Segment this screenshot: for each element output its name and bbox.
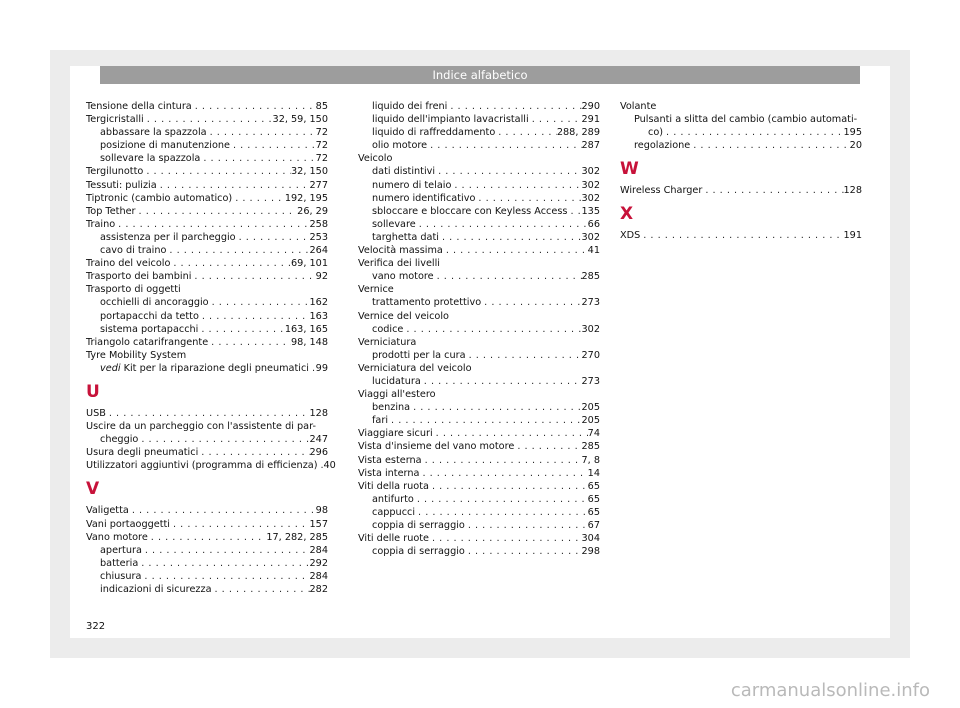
index-entry-label: Top Tether	[86, 205, 136, 217]
dot-leader	[200, 152, 315, 165]
index-entry-label: numero identificativo	[372, 192, 476, 204]
index-entry	[86, 231, 328, 244]
index-entry-label: liquido dei freni	[372, 101, 448, 112]
index-entry-label: assistenza per il parcheggio	[100, 231, 236, 243]
page-reference: 74	[587, 428, 600, 440]
index-letter-heading: X	[620, 204, 634, 225]
page-reference: 304	[581, 533, 600, 545]
page-reference: 296	[309, 447, 328, 459]
page-reference: 85	[315, 101, 328, 112]
index-entry-label: Veicolo	[358, 153, 393, 165]
index-entry-heading	[358, 336, 600, 349]
index-column-1	[86, 100, 336, 596]
page-reference: 287	[581, 140, 600, 152]
index-entry-label: abbassare la spazzola	[100, 127, 207, 139]
dot-leader	[207, 126, 316, 139]
page-reference: 302	[581, 231, 600, 243]
page-reference: 284	[309, 544, 328, 556]
index-entry	[86, 139, 328, 152]
index-entry	[86, 192, 328, 205]
dot-leader	[166, 244, 309, 257]
page-reference: 163	[309, 310, 328, 322]
page-number: 322	[86, 621, 106, 632]
index-entry-label: fari	[372, 415, 389, 427]
page-reference: 284	[309, 570, 328, 582]
index-entry	[358, 467, 600, 480]
page-reference: 282	[309, 584, 328, 595]
dot-leader	[419, 467, 587, 480]
index-entry	[358, 427, 600, 440]
index-entry	[86, 531, 328, 544]
dot-leader	[529, 113, 582, 126]
index-letter-heading: U	[86, 381, 100, 402]
page-reference: 195	[843, 127, 862, 139]
index-entry-label: indicazioni di sicurezza	[100, 584, 212, 595]
index-entry	[358, 244, 600, 257]
index-entry	[86, 557, 328, 570]
index-entry-heading	[358, 283, 600, 296]
cross-reference-label: vedi	[100, 362, 121, 374]
page-reference: 26, 29	[297, 205, 328, 217]
index-entry-label: Viti delle ruote	[358, 533, 430, 545]
dot-leader	[422, 454, 582, 467]
index-entry-label: Uscire da un parcheggio con l'assistente di par-	[86, 421, 316, 433]
index-entry-label: prodotti per la cura	[372, 349, 466, 361]
dot-leader	[466, 349, 582, 362]
page-reference: 67	[587, 520, 600, 531]
index-entry-label: Valigetta	[86, 505, 129, 517]
index-entry	[86, 433, 328, 446]
index-entry-heading	[620, 113, 862, 126]
dot-leader	[388, 414, 581, 427]
dot-leader	[429, 480, 588, 493]
dot-leader	[115, 218, 309, 231]
index-entry-label: Trasporto dei bambini	[86, 271, 192, 283]
index-entry-label: Vista esterna	[358, 454, 422, 466]
page-reference: 292	[309, 557, 328, 569]
index-entry-label: Vani portaoggetti	[86, 518, 170, 530]
page-reference: 32, 150	[291, 166, 328, 178]
page-reference: 273	[581, 297, 600, 309]
page-reference: 205	[581, 415, 600, 427]
page-reference: 135	[581, 205, 600, 217]
page-reference: 163, 165	[284, 323, 328, 335]
index-entry-label: Vano motore	[86, 531, 148, 543]
dot-leader	[170, 518, 310, 531]
index-letter-heading: V	[86, 479, 100, 500]
index-entry-heading	[358, 257, 600, 270]
dot-leader	[157, 179, 310, 192]
page-reference: 40	[323, 460, 336, 472]
dot-leader	[429, 532, 581, 545]
index-entry-label: co)	[648, 127, 664, 139]
page-reference: 66	[587, 218, 600, 230]
index-entry-label: cappucci	[372, 506, 416, 518]
dot-leader	[192, 100, 316, 113]
index-entry	[86, 218, 328, 231]
page-reference: 291	[581, 114, 600, 126]
dot-leader	[465, 545, 582, 558]
page-reference: 298	[581, 546, 600, 558]
index-column-3	[620, 100, 862, 243]
dot-leader	[702, 184, 843, 197]
page-reference: 302	[581, 179, 600, 191]
dot-leader	[142, 544, 310, 557]
page-reference: 65	[587, 506, 600, 518]
index-entry	[358, 126, 600, 139]
dot-leader	[433, 427, 588, 440]
index-entry	[358, 296, 600, 309]
index-entry-label: Tiptronic (cambio automatico)	[86, 192, 233, 204]
page-reference: 285	[581, 271, 600, 283]
index-entry-heading	[86, 420, 328, 433]
dot-leader	[443, 244, 588, 257]
index-entry-label: XDS	[620, 230, 641, 242]
index-entry-label: coppia di serraggio	[372, 546, 465, 558]
index-entry-label: Tyre Mobility System	[86, 349, 187, 361]
index-entry-label: Vernice del veicolo	[358, 310, 449, 322]
index-entry-heading	[358, 388, 600, 401]
index-entry	[358, 349, 600, 362]
dot-leader	[232, 192, 285, 205]
index-entry-label: liquido di raffreddamento	[372, 127, 496, 139]
index-entry-label: cheggio	[100, 434, 139, 446]
page-reference: 128	[843, 185, 862, 197]
dot-leader	[198, 446, 309, 459]
index-entry-label: Utilizzatori aggiuntivi (programma di efficienza)	[86, 460, 318, 472]
index-entry	[620, 139, 862, 152]
index-entry-label: codice	[372, 323, 404, 335]
index-entry	[86, 257, 328, 270]
index-entry-label: trattamento protettivo	[372, 297, 482, 309]
index-entry	[358, 506, 600, 519]
dot-leader	[414, 493, 588, 506]
page-reference: 192, 195	[284, 192, 328, 204]
page-reference: 288, 289	[556, 127, 600, 139]
index-entry	[358, 231, 600, 244]
dot-leader	[230, 139, 316, 152]
index-entry-heading	[358, 152, 600, 165]
page-reference: 290	[581, 101, 600, 112]
page-reference: 285	[581, 441, 600, 453]
index-entry-label: USB	[86, 407, 106, 419]
dot-leader	[129, 504, 316, 517]
page-reference: 302	[581, 323, 600, 335]
index-entry-label: targhetta dati	[372, 231, 439, 243]
index-entry-label: occhielli di ancoraggio	[100, 297, 209, 309]
dot-leader	[403, 323, 581, 336]
index-entry	[86, 296, 328, 309]
page-reference: 247	[309, 434, 328, 446]
index-entry-label: batteria	[100, 557, 139, 569]
dot-leader	[475, 192, 581, 205]
dot-leader	[198, 323, 284, 336]
index-entry	[358, 165, 600, 178]
index-entry-label: Viti della ruota	[358, 480, 429, 492]
index-entry	[86, 205, 328, 218]
page-reference: 302	[581, 192, 600, 204]
page-reference: 17, 282, 285	[266, 531, 328, 543]
index-entry	[86, 504, 328, 517]
index-entry-heading	[86, 349, 328, 362]
page-reference: 41	[587, 245, 600, 257]
page-reference: 65	[587, 493, 600, 505]
index-entry-heading	[86, 283, 328, 296]
page-reference: 98, 148	[291, 336, 328, 348]
page-reference: 273	[581, 375, 600, 387]
index-entry	[86, 407, 328, 420]
page-reference: 162	[309, 297, 328, 309]
index-entry-label: Tergilunotto	[86, 166, 144, 178]
page-reference: 72	[315, 140, 328, 152]
page-reference: 277	[309, 179, 328, 191]
index-entry	[358, 179, 600, 192]
dot-leader	[690, 139, 849, 152]
index-entry	[358, 192, 600, 205]
dot-leader	[435, 165, 581, 178]
index-entry-label: Vista interna	[358, 467, 420, 479]
index-entry	[86, 100, 328, 113]
index-entry	[86, 336, 328, 349]
index-entry	[358, 113, 600, 126]
dot-leader	[514, 440, 581, 453]
index-entry-label: Wireless Charger	[620, 185, 703, 197]
index-entry-label: portapacchi da tetto	[100, 310, 199, 322]
index-entry-label: vano motore	[372, 271, 434, 283]
index-entry	[358, 480, 600, 493]
index-entry-label: dati distintivi	[372, 166, 436, 178]
index-entry	[86, 544, 328, 557]
index-entry-label: sollevare la spazzola	[100, 153, 201, 165]
index-entry	[86, 362, 328, 375]
page-reference: 92	[315, 271, 328, 283]
page-reference: 72	[315, 127, 328, 139]
dot-leader	[138, 433, 309, 446]
index-entry-label: sbloccare e bloccare con Keyless Access	[372, 205, 568, 217]
index-entry-label: Viaggiare sicuri	[358, 428, 433, 440]
dot-leader	[191, 270, 315, 283]
dot-leader	[199, 310, 310, 323]
dot-leader	[309, 362, 316, 375]
index-entry-label: Tergicristalli	[86, 114, 144, 126]
page-reference: 270	[581, 349, 600, 361]
index-entry	[358, 440, 600, 453]
index-entry-label: Triangolo catarifrangente	[86, 336, 209, 348]
index-entry	[86, 126, 328, 139]
dot-leader	[170, 257, 291, 270]
index-entry-label: Verniciatura del veicolo	[358, 362, 472, 374]
index-entry	[86, 270, 328, 283]
index-entry	[358, 323, 600, 336]
index-entry-label: Traino	[86, 218, 116, 230]
index-entry	[358, 414, 600, 427]
index-entry	[86, 323, 328, 336]
index-entry	[358, 519, 600, 532]
page-reference: 205	[581, 402, 600, 414]
index-entry	[358, 375, 600, 388]
index-entry	[86, 244, 328, 257]
dot-leader	[410, 401, 581, 414]
index-column-2	[358, 100, 600, 558]
index-entry	[86, 310, 328, 323]
dot-leader	[106, 407, 310, 420]
page-reference: 191	[843, 230, 862, 242]
index-entry-label: regolazione	[634, 140, 691, 152]
dot-leader	[416, 218, 588, 231]
index-entry	[86, 152, 328, 165]
index-entry	[358, 100, 600, 113]
index-entry-label: Volante	[620, 101, 657, 112]
watermark: carmanualsonline.info	[730, 680, 930, 701]
index-entry-label: Vernice	[358, 284, 394, 296]
index-entry-heading	[358, 310, 600, 323]
index-entry-label: Tessuti: pulizia	[86, 179, 157, 191]
index-entry-label: cavo di traino	[100, 245, 167, 257]
index-entry-label: sollevare	[372, 218, 416, 230]
index-entry	[358, 401, 600, 414]
index-entry	[86, 583, 328, 596]
index-entry	[358, 218, 600, 231]
index-entry-label: lucidatura	[372, 375, 421, 387]
page-reference: 32, 59, 150	[272, 114, 328, 126]
index-entry-label: Trasporto di oggetti	[86, 284, 181, 296]
index-entry-label: apertura	[100, 544, 142, 556]
page-reference: 72	[315, 153, 328, 165]
index-entry	[620, 229, 862, 242]
dot-leader	[148, 531, 267, 544]
index-entry-heading	[620, 100, 862, 113]
dot-leader	[495, 126, 557, 139]
page-reference: 302	[581, 166, 600, 178]
index-entry-label: Viaggi all'estero	[358, 389, 436, 401]
dot-leader	[141, 570, 309, 583]
page-reference: 157	[309, 518, 328, 530]
index-entry-label: Usura degli pneumatici	[86, 447, 199, 459]
index-entry	[86, 165, 328, 178]
page-reference: 14	[587, 467, 600, 479]
index-entry	[358, 270, 600, 283]
index-entry	[358, 545, 600, 558]
dot-leader	[138, 557, 309, 570]
page-reference: 258	[309, 218, 328, 230]
index-entry	[620, 126, 862, 139]
index-entry	[86, 113, 328, 126]
dot-leader	[136, 205, 298, 218]
dot-leader	[236, 231, 310, 244]
dot-leader	[415, 506, 588, 519]
index-entry-label: Velocità massima	[358, 245, 443, 257]
index-entry-label: Vista d'insieme del vano motore	[358, 441, 515, 453]
index-entry	[358, 205, 600, 218]
page-reference: 7, 8	[581, 454, 600, 466]
index-entry-label: chiusura	[100, 570, 142, 582]
dot-leader	[451, 179, 581, 192]
dot-leader	[143, 165, 291, 178]
page-reference: 98	[315, 505, 328, 517]
dot-leader	[465, 519, 588, 532]
page-reference: 264	[309, 245, 328, 257]
index-entry-heading	[358, 362, 600, 375]
page-reference: 253	[309, 231, 328, 243]
page-reference: 99	[315, 362, 328, 374]
index-entry	[358, 139, 600, 152]
index-entry-label	[100, 362, 309, 375]
index-entry-label: antifurto	[372, 493, 414, 505]
index-entry-label: numero di telaio	[372, 179, 452, 191]
index-letter-heading: W	[620, 159, 639, 180]
dot-leader	[434, 270, 582, 283]
index-entry	[86, 446, 328, 459]
index-entry	[86, 179, 328, 192]
dot-leader	[208, 336, 291, 349]
index-entry-label: coppia di serraggio	[372, 520, 465, 531]
dot-leader	[421, 375, 582, 388]
dot-leader	[663, 126, 843, 139]
index-entry	[86, 518, 328, 531]
index-entry-label: Pulsanti a slitta del cambio (cambio automati-	[634, 114, 858, 126]
index-entry-label: Tensione della cintura	[86, 101, 192, 112]
page-reference: 65	[587, 480, 600, 492]
page-reference: 128	[309, 407, 328, 419]
dot-leader	[567, 205, 581, 218]
index-entry-text: Kit per la riparazione degli pneumatici	[123, 362, 309, 374]
index-entry	[358, 493, 600, 506]
dot-leader	[481, 296, 581, 309]
index-entry-label: posizione di manutenzione	[100, 140, 230, 152]
index-entry-label: olio motore	[372, 140, 428, 152]
index-entry-label: Verifica dei livelli	[358, 258, 440, 270]
page-reference: 20	[849, 140, 862, 152]
dot-leader	[209, 296, 310, 309]
dot-leader	[640, 229, 843, 242]
index-entry	[86, 570, 328, 583]
index-entry	[358, 532, 600, 545]
index-entry-label: benzina	[372, 402, 411, 414]
dot-leader	[447, 100, 581, 113]
index-entry	[86, 459, 336, 472]
index-entry	[620, 184, 862, 197]
index-entry-label: Verniciatura	[358, 336, 417, 348]
index-entry-label: liquido dell'impianto lavacristalli	[372, 114, 529, 126]
dot-leader	[439, 231, 582, 244]
index-entry	[358, 454, 600, 467]
index-entry-label: sistema portapacchi	[100, 323, 199, 335]
index-entry-label: Traino del veicolo	[86, 258, 171, 270]
dot-leader	[212, 583, 310, 596]
page-reference: 69, 101	[291, 258, 328, 270]
page-header: Indice alfabetico	[100, 66, 860, 84]
dot-leader	[144, 113, 273, 126]
dot-leader	[427, 139, 581, 152]
